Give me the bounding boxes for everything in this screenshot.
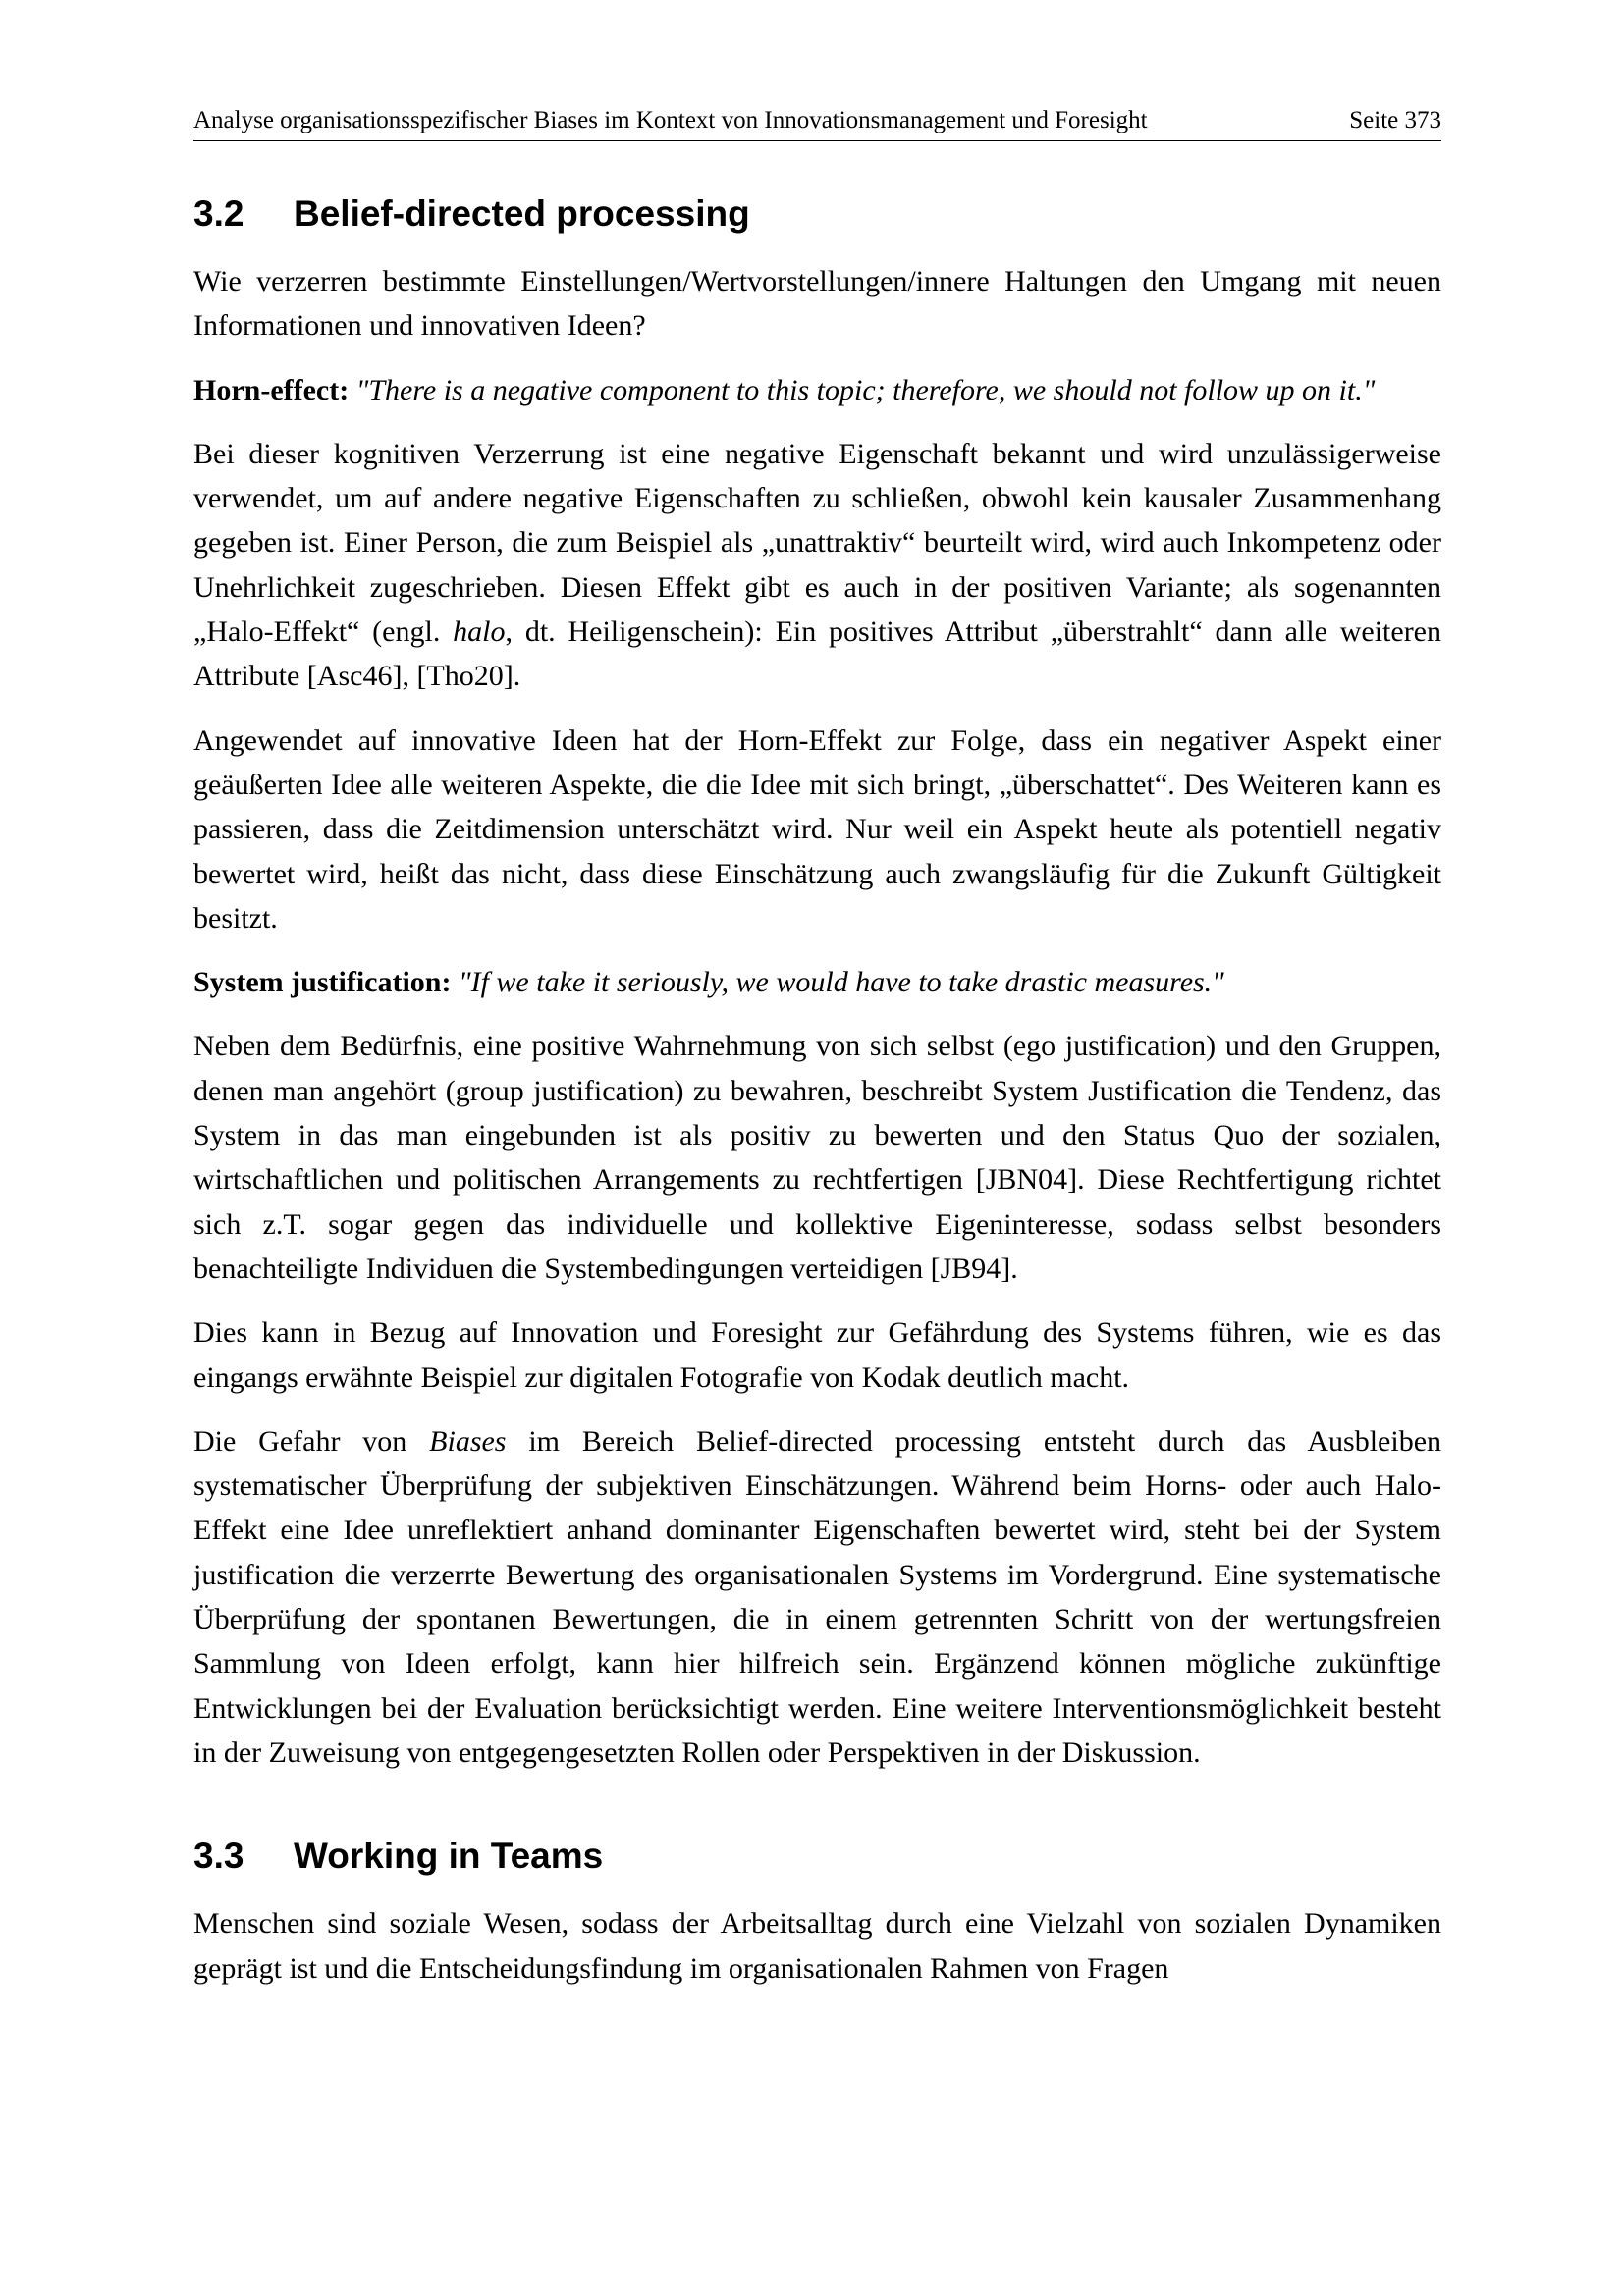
paragraph-bias-danger (193, 1419, 1441, 1775)
paragraph-horn-effect-explanation (193, 432, 1441, 699)
text-run: Bei dieser kognitiven Verzerrung ist eine negative Eigenschaft bekannt und wird unzulässigerweise verwendet, um auf andere negative Eigenschaften zu schließen, obwohl kein kausaler Zusammenhang gegeben ist. Einer Person, die zum Beispiel als „unattraktiv“ beurteilt wird, wird auch Inkompetenz oder Unehrlichkeit zugeschrieben. Diesen Effekt gibt es auch in der positiven Variante; als sogenannten „Halo-Effekt“ (engl. (193, 437, 1441, 649)
italic-term-halo: halo (453, 615, 506, 649)
paragraph-system-justification: Neben dem Bedürfnis, eine positive Wahrnehmung von sich selbst (ego justification) und den Gruppen, denen man angehört (group justification) zu bewahren, beschreibt System Justification die Tendenz, das System in das man eingebunden ist als positiv zu bewerten und den Status Quo der sozialen, wirtschaftlichen und politischen Arrangements zu rechtfertigen [JBN04]. Diese Rechtfertigung richtet sich z.T. sogar gegen das individuelle und kollektive Eigeninteresse, sodass selbst besonders benachteiligte Individuen die Systembedingungen verteidigen [JB94]. (193, 1030, 1441, 1285)
system-justification-term: System justification: (193, 966, 452, 999)
section-number: 3.2 (193, 193, 244, 234)
section-number: 3.3 (193, 1836, 244, 1877)
header-title: Analyse organisationsspezifischer Biases im Kontext von Innovationsmanagement und Foresight (193, 107, 1148, 133)
horn-effect-definition (193, 368, 1441, 412)
system-justification-quote: "If we take it seriously, we would have to take drastic measures." (458, 966, 1224, 999)
section-title: Working in Teams (294, 1836, 604, 1877)
paragraph-kodak-example: Dies kann in Bezug auf Innovation und Foresight zur Gefährdung des Systems führen, wie es das eingangs erwähnte Beispiel zur digitalen Fotografie von Kodak deutlich macht. (193, 1316, 1441, 1394)
horn-effect-quote: "There is a negative component to this topic; therefore, we should not follow up on it." (355, 373, 1376, 406)
section-heading-3-2 (193, 192, 1441, 236)
italic-term-biases: Biases (429, 1424, 507, 1458)
body-text (193, 192, 1441, 2010)
intro-paragraph: Wie verzerren bestimmte Einstellungen/Wertvorstellungen/innere Haltungen den Umgang mit neuen Informationen und innovativen Ideen? (193, 265, 1441, 343)
paragraph-working-in-teams: Menschen sind soziale Wesen, sodass der Arbeitsalltag durch eine Vielzahl von sozialen Dynamiken geprägt ist und die Entscheidungsfindung im organisationalen Rahmen von Fragen (193, 1907, 1441, 1985)
system-justification-definition (193, 960, 1441, 1004)
horn-effect-term: Horn-effect: (193, 373, 350, 406)
text-run: im Bereich Belief-directed processing entsteht durch das Ausbleiben systematischer Überprüfung der subjektiven Einschätzungen. Während beim Horns- oder auch Halo-Effekt eine Idee unreflektiert anhand dominanter Eigenschaften bewertet wird, steht bei der System justification die verzerrte Bewertung des organisationalen Systems im Vordergrund. Eine systematische Überprüfung der spontanen Bewertungen, die in einem getrennten Schritt von der wertungsfreien Sammlung von Ideen erfolgt, kann hier hilfreich sein. Ergänzend können mögliche zukünftige Entwicklungen bei der Evaluation berücksichtigt werden. Eine weitere Interventionsmöglichkeit besteht in der Zuweisung von entgegengesetzten Rollen oder Perspektiven in der Diskussion. (193, 1424, 1442, 1769)
section-heading-3-3 (193, 1835, 1441, 1878)
section-title: Belief-directed processing (294, 193, 750, 234)
page-number: Seite 373 (1349, 107, 1441, 133)
running-header (193, 106, 1441, 141)
text-run: Die Gefahr von (193, 1424, 407, 1458)
text-run: , dt. Heiligenschein): Ein positives Attribut „überstrahlt“ dann alle weiteren Attribute [Asc46], [Tho20]. (193, 615, 1441, 693)
paragraph-horn-effect-innovation: Angewendet auf innovative Ideen hat der Horn-Effekt zur Folge, dass ein negativer Aspekt einer geäußerten Idee alle weiteren Aspekte, die die Idee mit sich bringt, „überschattet“. Des Weiteren kann es passieren, dass die Zeitdimension unterschätzt wird. Nur weil ein Aspekt heute als potentiell negativ bewertet wird, heißt das nicht, dass diese Einschätzung auch zwangsläufig für die Zukunft Gültigkeit besitzt. (193, 723, 1441, 934)
